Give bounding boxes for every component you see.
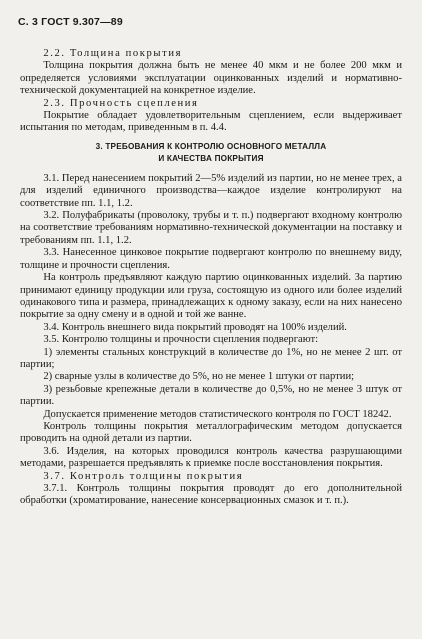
- document-body: [20, 48, 402, 508]
- paragraph-3-5: 3.5. Контролю толщины и прочности сцепления подвергают:: [43, 334, 319, 346]
- section-3-title-line2: И КАЧЕСТВА ПОКРЫТИЯ: [158, 153, 264, 163]
- list-item-3-5-2: 2) сварные узлы в количестве до 5%, но не менее 1 штуки от партии;: [43, 371, 355, 383]
- paragraph-3-7-1: 3.7.1. Контроль толщины покрытия проводят до его дополнительной обработки (хроматирование, нанесение консервационных смазок и т. п.).: [20, 483, 402, 507]
- paragraph-3-6: 3.6. Изделия, на которых проводился контроль качества разрушающими методами, разрешается предъявлять к приемке после восстановления покрытия.: [20, 445, 402, 470]
- heading-2-2: 2.2. Толщина покрытия: [43, 48, 183, 59]
- paragraph-3-4: 3.4. Контроль внешнего вида покрытий проводят на 100% изделий.: [43, 321, 347, 333]
- paragraph-3-1: 3.1. Перед нанесением покрытий 2—5% изделий из партии, но не менее трех, а для изделий единичного производства—каждое изделие контролируют на соответствие пп. 1.1, 1.2.: [20, 172, 402, 209]
- section-3-title-line1: 3. ТРЕБОВАНИЯ К КОНТРОЛЮ ОСНОВНОГО МЕТАЛЛА: [95, 141, 327, 151]
- heading-3-7: 3.7. Контроль толщины покрытия: [43, 470, 244, 482]
- paragraph-2-3: Покрытие обладает удовлетворительным сцеплением, если выдерживает испытания по методам, приведенным в п. 4.4.: [20, 110, 402, 134]
- page-header: С. 3 ГОСТ 9.307—89: [18, 16, 123, 28]
- section-3-title: [20, 141, 402, 165]
- paragraph-3-3b: На контроль предъявляют каждую партию оцинкованных изделий. За партию принимают единицу продукции или груза, состоящую из одного или более изделий одинакового типа и размера, принадлежащих к одному заказу, если на них нанесено покрытие за одну смену и в одной и той же ванне.: [20, 272, 402, 321]
- paragraph-3-5-metallography: Контроль толщины покрытия металлографическим методом допускается проводить на одной детали из партии.: [20, 420, 402, 445]
- paragraph-3-2: 3.2. Полуфабрикаты (проволоку, трубы и т. п.) подвергают входному контролю на соответствие требованиям нормативно-технической документации на поставку и требованиям пп. 1.1, 1.2.: [20, 210, 402, 246]
- heading-2-3: 2.3. Прочность сцепления: [43, 97, 199, 109]
- list-item-3-5-3: 3) резьбовые крепежные детали в количестве до 0,5%, но не менее 3 штук от партии.: [20, 383, 402, 408]
- paragraph-3-3: 3.3. Нанесенное цинковое покрытие подвергают контролю по внешнему виду, толщине и прочности сцепления.: [20, 247, 402, 271]
- paragraph-2-2: Толщина покрытия должна быть не менее 40 мкм и не более 200 мкм и определяется условиями эксплуатации оцинкованных изделий и нормативно-технической документацией на конкретное изделие.: [20, 60, 402, 97]
- list-item-3-5-1: 1) элементы стальных конструкций в количестве до 1%, но не менее 2 шт. от партии;: [20, 346, 402, 370]
- paragraph-3-5-stat: Допускается применение методов статистического контроля по ГОСТ 18242.: [43, 408, 392, 420]
